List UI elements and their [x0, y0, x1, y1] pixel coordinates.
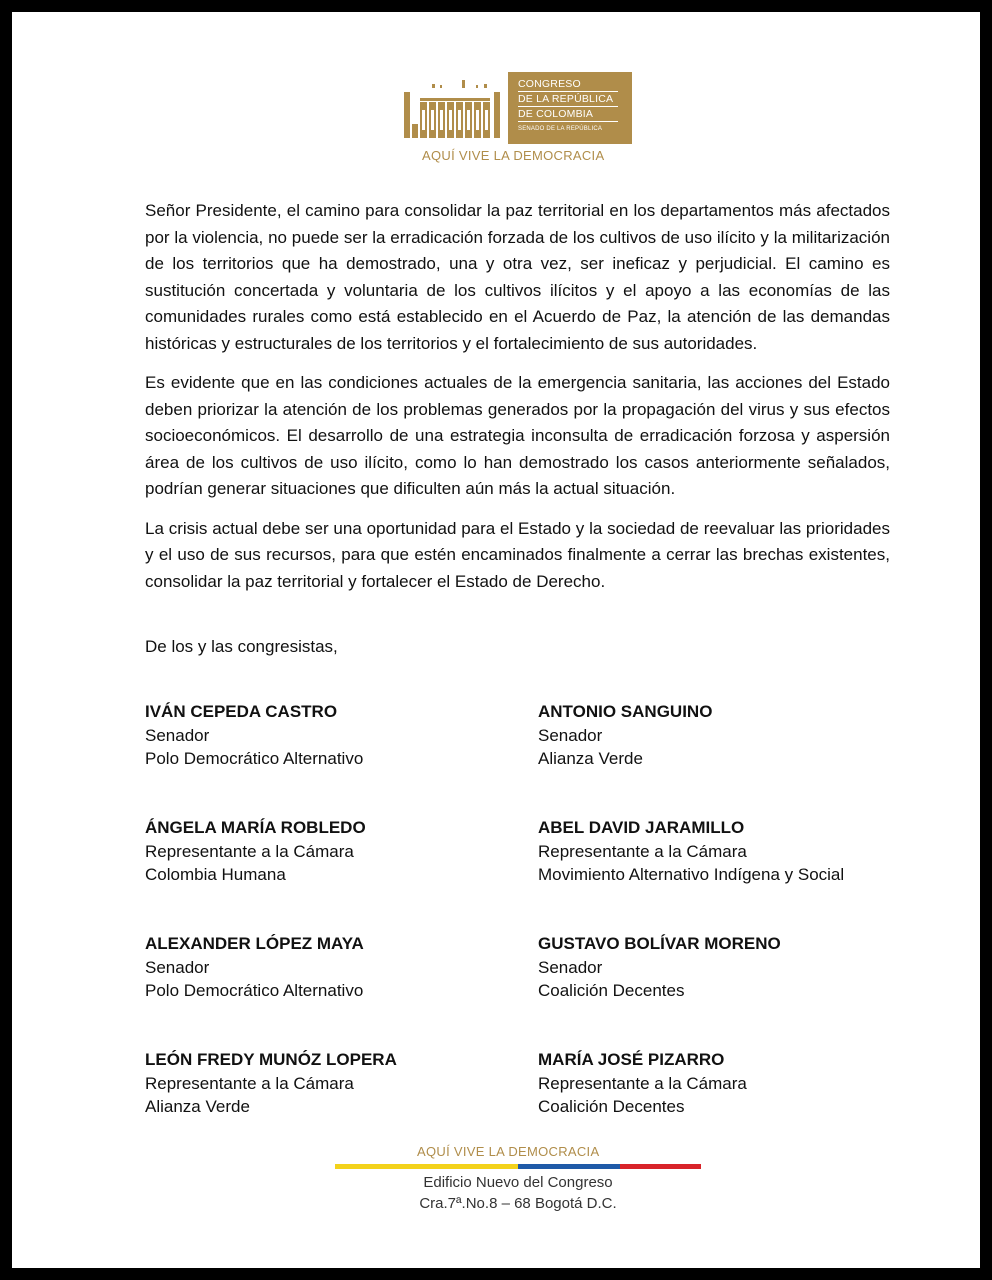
signatory-role: Senador	[538, 725, 603, 745]
signature-block	[538, 816, 844, 887]
signatory-name: IVÁN CEPEDA CASTRO	[145, 702, 338, 721]
signature-block	[145, 1048, 397, 1119]
signatory-role: Representante a la Cámara	[145, 841, 354, 861]
signatory-party: Coalición Decentes	[538, 981, 685, 1000]
capitol-building-icon	[404, 72, 504, 144]
logo-textbox	[508, 72, 632, 144]
flag-blue-band	[518, 1164, 620, 1169]
congress-logo	[404, 72, 632, 144]
logo-line-1: CONGRESO	[518, 78, 581, 90]
signatory-party: Movimiento Alternativo Indígena y Social	[538, 865, 845, 884]
signatory-party: Colombia Humana	[145, 865, 286, 884]
document-page	[12, 12, 980, 1268]
signatory-role: Representante a la Cámara	[538, 841, 747, 861]
footer-street: Cra.7ª.No.8 – 68 Bogotá D.C.	[419, 1195, 617, 1212]
signatory-party: Coalición Decentes	[538, 1097, 685, 1116]
footer-address	[335, 1172, 701, 1214]
signatory-role: Senador	[145, 957, 210, 977]
signature-block	[145, 700, 363, 771]
signature-block	[145, 816, 366, 887]
footer-building: Edificio Nuevo del Congreso	[423, 1174, 613, 1191]
signature-block	[538, 1048, 747, 1119]
header-slogan: AQUÍ VIVE LA DEMOCRACIA	[422, 148, 605, 163]
signatory-name: ANTONIO SANGUINO	[538, 702, 713, 721]
paragraph: La crisis actual debe ser una oportunidad para el Estado y la sociedad de reevaluar las prioridades y el uso de sus recursos, para que estén encaminados finalmente a cerrar las brechas existentes, consolidar la paz territorial y fortalecer el Estado de Derecho.	[145, 518, 890, 591]
logo-line-3: DE COLOMBIA	[518, 108, 594, 120]
colombia-flag-stripe	[335, 1164, 701, 1169]
signature-block	[538, 932, 781, 1003]
logo-line-2: DE LA REPÚBLICA	[518, 93, 614, 105]
signatory-role: Senador	[145, 725, 210, 745]
signatory-party: Polo Democrático Alternativo	[145, 981, 364, 1000]
signatory-name: MARÍA JOSÉ PIZARRO	[538, 1050, 725, 1069]
signatory-role: Representante a la Cámara	[145, 1073, 354, 1093]
closing-line: De los y las congresistas,	[145, 637, 338, 656]
logo-senate-label: SENADO DE LA REPÚBLICA	[518, 126, 603, 132]
signatory-party: Alianza Verde	[145, 1097, 250, 1116]
letter-body	[145, 198, 890, 608]
flag-red-band	[620, 1164, 701, 1169]
flag-yellow-band	[335, 1164, 518, 1169]
signatory-name: ÁNGELA MARÍA ROBLEDO	[145, 818, 366, 837]
signatory-name: ALEXANDER LÓPEZ MAYA	[145, 934, 364, 953]
signatory-role: Representante a la Cámara	[538, 1073, 747, 1093]
signature-block	[538, 700, 712, 771]
signatory-party: Polo Democrático Alternativo	[145, 749, 364, 768]
paragraph: Es evidente que en las condiciones actuales de la emergencia sanitaria, las acciones del Estado deben priorizar la atención de los problemas generados por la propagación del virus y sus efectos socioeconómicos. El desarrollo de una estrategia inconsulta de erradicación forzosa y aspersión área de los cultivos de uso ilícito, como lo han demostrado los casos anteriormente señalados, podrían generar situaciones que dificulten aún más la actual situación.	[145, 373, 890, 498]
signatory-name: GUSTAVO BOLÍVAR MORENO	[538, 934, 781, 953]
signatory-name: ABEL DAVID JARAMILLO	[538, 818, 745, 837]
paragraph: Señor Presidente, el camino para consolidar la paz territorial en los departamentos más afectados por la violencia, no puede ser la erradicación forzada de los cultivos de uso ilícito y la militarización de los territorios que ha demostrado, una y otra vez, ser ineficaz y perjudicial. El camino es sustitución concertada y voluntaria de los cultivos ilícitos y el apoyo a las economías de las comunidades rurales como está establecido en el Acuerdo de Paz, la atención de las demandas históricas y estructurales de los territorios y el fortalecimiento de sus autoridades.	[145, 201, 890, 353]
signatory-party: Alianza Verde	[538, 749, 643, 768]
footer-slogan: AQUÍ VIVE LA DEMOCRACIA	[417, 1144, 600, 1159]
signature-block	[145, 932, 364, 1003]
signatory-name: LEÓN FREDY MUNÓZ LOPERA	[145, 1050, 397, 1069]
signatory-role: Senador	[538, 957, 603, 977]
